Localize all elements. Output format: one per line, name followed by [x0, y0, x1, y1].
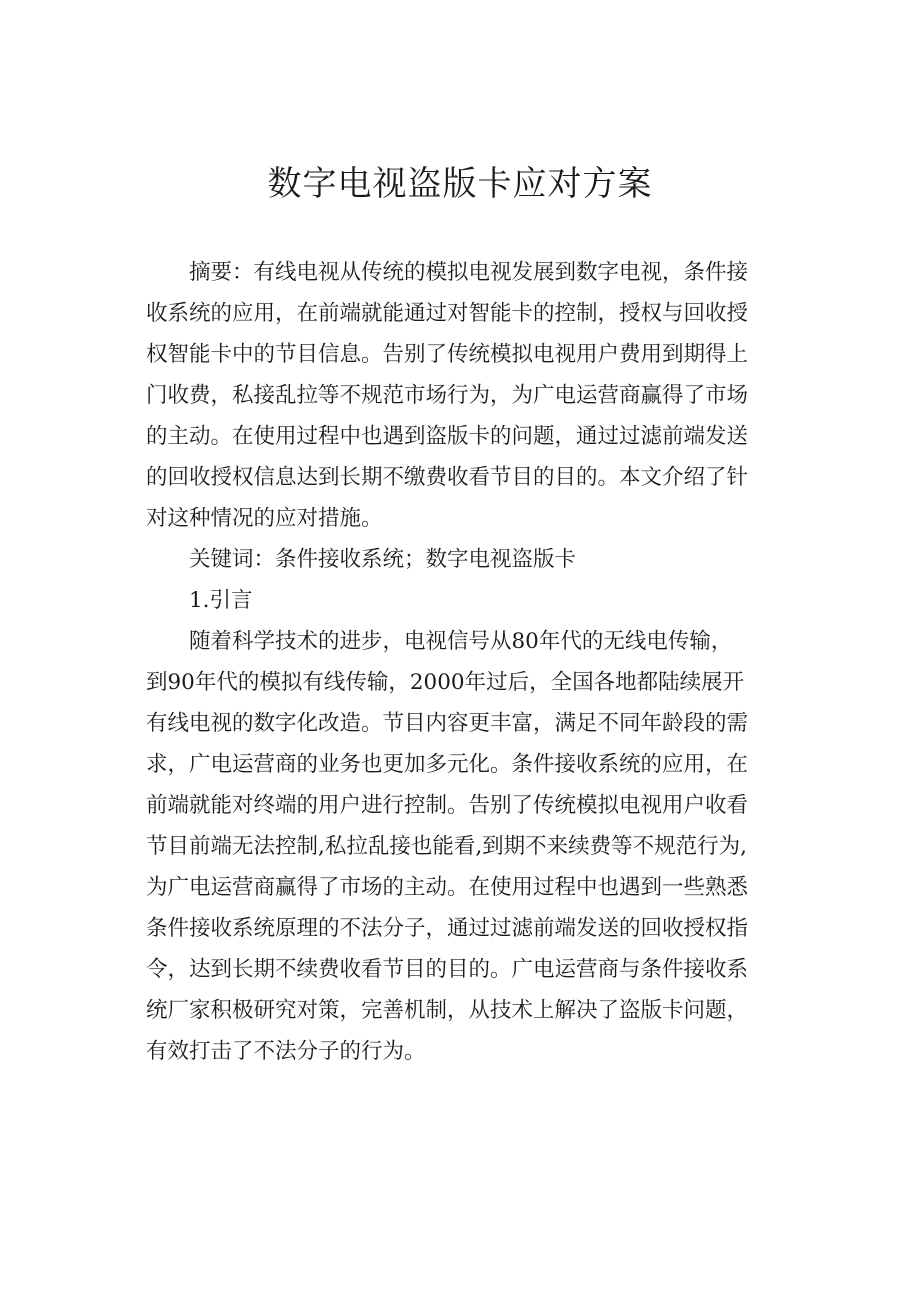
abstract-paragraph: 摘要：有线电视从传统的模拟电视发展到数字电视，条件接 收系统的应用，在前端就能通过对智能卡的控制，授权与回收授 权智能卡中的节目信息。告别了传统模拟电视用户费用到期得上 门收费，私接乱拉等不规范市场行为，为广电运营商赢得了市场 的主动。在使用过程中也遇到盗版卡的问题，通过过滤前端发送 的回收授权信息达到长期不缴费收看节目的目的。本文介绍了针 对这种情况的应对措施。: [146, 260, 749, 531]
document-body: [146, 252, 802, 1072]
section-heading: 1.引言: [189, 588, 253, 613]
page-title: 数字电视盗版卡应对方案: [267, 164, 653, 204]
introduction-paragraph: 随着科学技术的进步，电视信号从80年代的无线电传输， 到90年代的模拟有线传输，2000年过后，全国各地都陆续展开 有线电视的数字化改造。节目内容更丰富，满足不同年龄段的需 求，广电运营商的业务也更加多元化。条件接收系统的应用，在 前端就能对终端的用户进行控制。告别了传统模拟电视用户收看 节目前端无法控制,私拉乱接也能看,到期不来续费等不规范行为, 为广电运营商赢得了市场的主动。在使用过程中也遇到一些熟悉 条件接收系统原理的不法分子，通过过滤前端发送的回收授权指 令，达到长期不续费收看节目的目的。广电运营商与条件接收系 统厂家积极研究对策，完善机制，从技术上解决了盗版卡问题， 有效打击了不法分子的行为。: [146, 629, 749, 1064]
keywords-paragraph: 关键词：条件接收系统；数字电视盗版卡: [189, 547, 577, 572]
